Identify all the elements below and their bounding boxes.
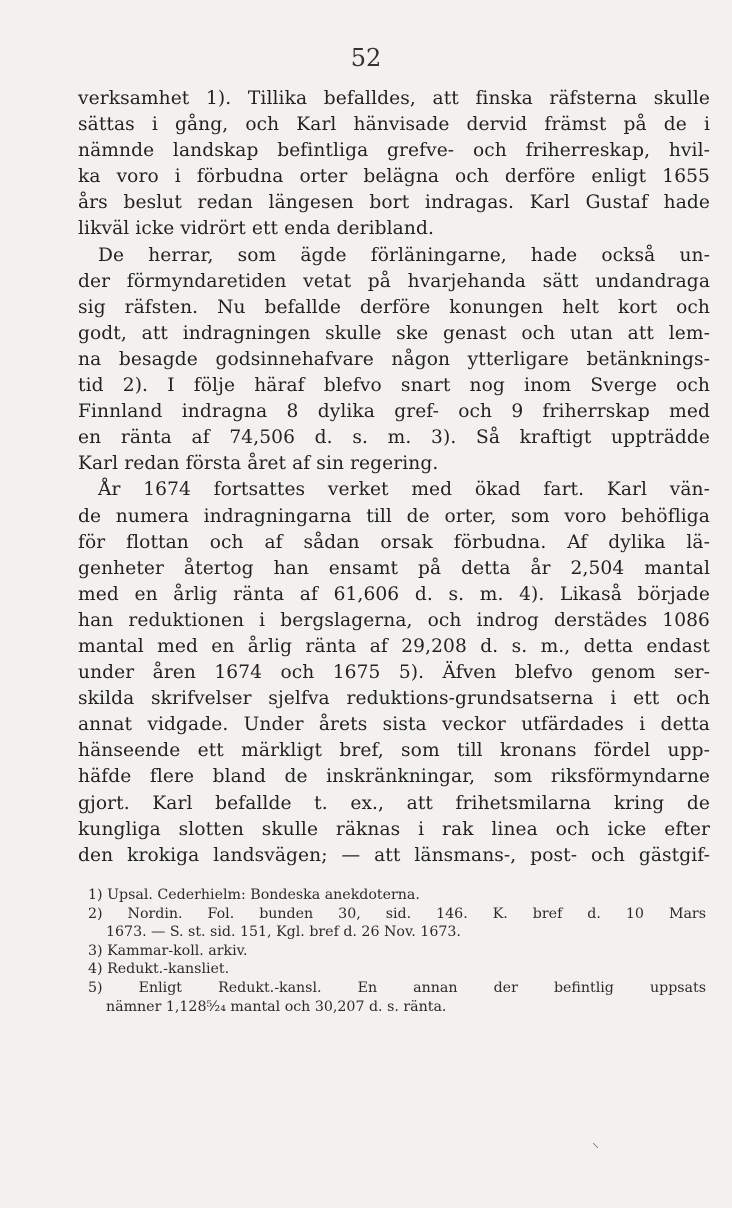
text-line: der förmyndaretiden vetat på hvarjehanda sätt undandraga	[78, 270, 710, 292]
text-line: ka voro i förbudna orter belägna och derföre enligt 1655	[78, 166, 710, 188]
footnote-line: 2) Nordin. Fol. bunden 30, sid. 146. K. bref d. 10 Mars	[88, 905, 706, 922]
text-line: års beslut redan längesen bort indragas. Karl Gustaf hade	[78, 192, 710, 214]
text-line: gjort. Karl befallde t. ex., att frihetsmilarna kring de	[78, 792, 710, 814]
text-line: sig räfsten. Nu befallde derföre konungen helt kort och	[78, 296, 710, 318]
text-line: na besagde godsinnehafvare någon ytterligare betänknings-	[78, 348, 710, 370]
text-line: den krokiga landsvägen; — att länsmans-, post- och gästgif-	[78, 844, 710, 866]
footnote-line: 1673. — S. st. sid. 151, Kgl. bref d. 26 Nov. 1673.	[106, 924, 461, 941]
text-line: likväl icke vidrört ett enda deribland.	[78, 218, 434, 240]
text-line: de numera indragningarna till de orter, som voro behöfliga	[78, 505, 710, 527]
text-line: skilda skrifvelser sjelfva reduktions-grundsatserna i ett och	[78, 688, 710, 710]
footnote-line: 4) Redukt.-kansliet.	[88, 961, 230, 978]
corner-mark: ⸜	[592, 1135, 599, 1151]
text-line: häfde flere bland de inskränkningar, som riksförmyndarne	[78, 766, 710, 788]
text-line: för flottan och af sådan orsak förbudna. Af dylika lä-	[78, 531, 710, 553]
text-line: han reduktionen i bergslagerna, och indrog derstädes 1086	[78, 609, 710, 631]
text-line: tid 2). I följe häraf blefvo snart nog inom Sverge och	[78, 375, 710, 397]
text-line: godt, att indragningen skulle ske genast och utan att lem-	[78, 322, 710, 344]
footnote-line: nämner 1,128⁵⁄₂₄ mantal och 30,207 d. s. ränta.	[106, 998, 447, 1015]
text-line: sättas i gång, och Karl hänvisade dervid främst på de i	[78, 114, 710, 136]
text-line: Finnland indragna 8 dylika gref- och 9 friherrskap med	[78, 401, 710, 423]
text-line: verksamhet 1). Tillika befalldes, att finska räfsterna skulle	[78, 88, 710, 109]
text-line: en ränta af 74,506 d. s. m. 3). Så kraftigt uppträdde	[78, 427, 710, 449]
body-text	[78, 86, 710, 869]
text-line: År 1674 fortsattes verket med ökad fart. Karl vän-	[98, 479, 710, 501]
page-number: 52	[350, 44, 382, 72]
text-line: under åren 1674 och 1675 5). Äfven blefvo genom ser-	[78, 662, 710, 684]
text-line: med en årlig ränta af 61,606 d. s. m. 4). Likaså började	[78, 583, 710, 605]
text-line: kungliga slotten skulle räknas i rak linea och icke efter	[78, 818, 710, 840]
footnotes	[88, 886, 706, 1016]
footnote-line: 3) Kammar-koll. arkiv.	[88, 942, 248, 959]
text-line: hänseende ett märkligt bref, som till kronans fördel upp-	[78, 740, 710, 762]
footnote-line: 5) Enligt Redukt.-kansl. En annan der befintlig uppsats	[88, 979, 706, 996]
footnote-line: 1) Upsal. Cederhielm: Bondeska anekdoterna.	[88, 887, 420, 903]
text-line: Karl redan första året af sin regering.	[78, 453, 439, 475]
text-line: De herrar, som ägde förläningarne, hade också un-	[98, 244, 710, 266]
text-line: mantal med en årlig ränta af 29,208 d. s. m., detta endast	[78, 635, 710, 657]
text-line: genheter återtog han ensamt på detta år 2,504 mantal	[78, 557, 710, 579]
text-line: nämnde landskap befintliga grefve- och friherreskap, hvil-	[78, 140, 710, 162]
text-line: annat vidgade. Under årets sista veckor utfärdades i detta	[78, 714, 710, 736]
